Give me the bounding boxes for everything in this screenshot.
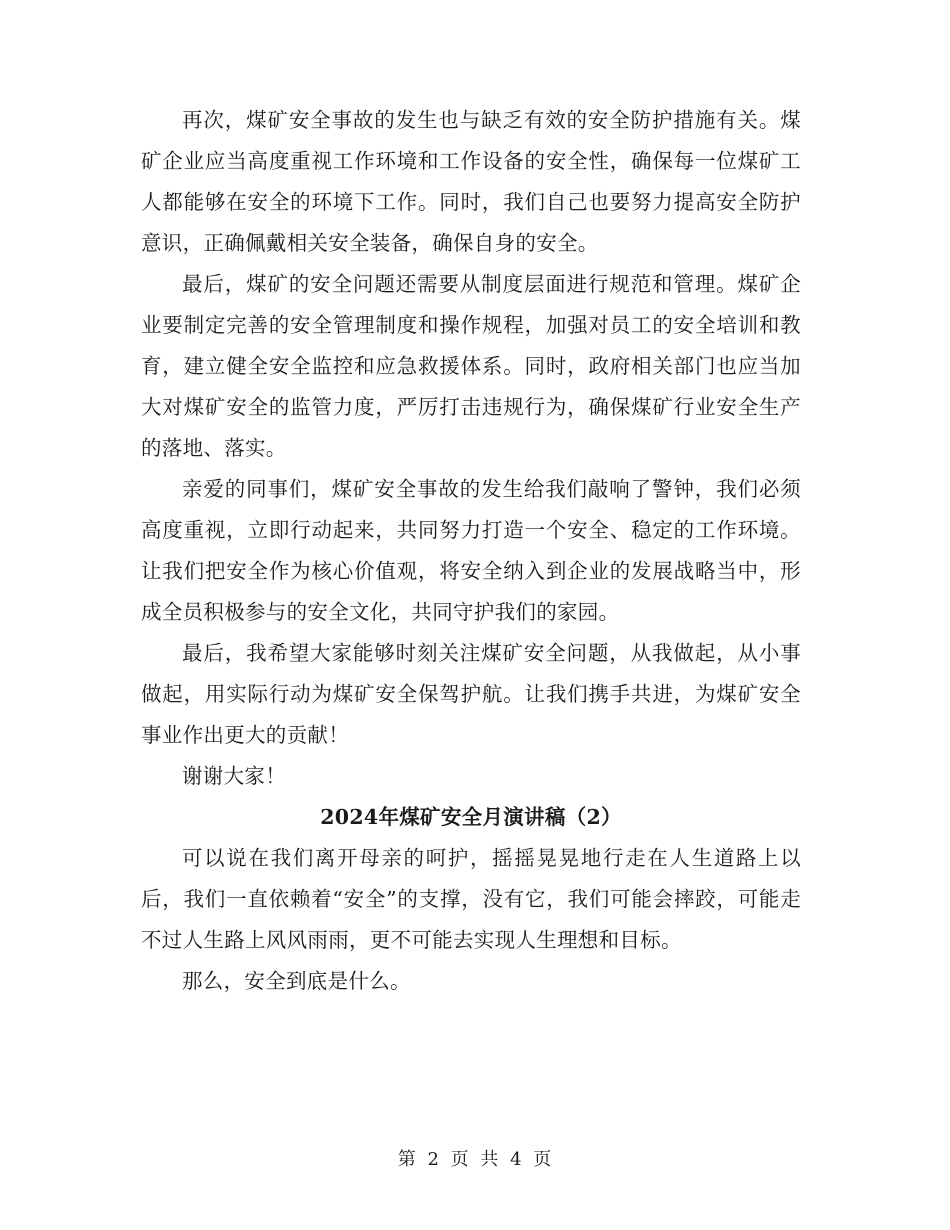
closing-line: 谢谢大家！ bbox=[182, 764, 286, 788]
paragraph: 再次，煤矿安全事故的发生也与缺乏有效的安全防护措施有关。煤矿企业应当高度重视工作环境和工作设备的安全性，确保每一位煤矿工人都能够在安全的环境下工作。同时，我们自己也要努力提高安全防护意识，正确佩戴相关安全装备，确保自身的安全。 bbox=[141, 108, 801, 255]
paragraph: 可以说在我们离开母亲的呵护，摇摇晃晃地行走在人生道路上以后，我们一直依赖着“安全”的支撑，没有它，我们可能会摔跤，可能走不过人生路上风风雨雨，更不可能去实现人生理想和目标。 bbox=[141, 846, 801, 952]
paragraph: 最后，煤矿的安全问题还需要从制度层面进行规范和管理。煤矿企业要制定完善的安全管理制度和操作规程，加强对员工的安全培训和教育，建立健全安全监控和应急救援体系。同时，政府相关部门也应当加大对煤矿安全的监管力度，严厉打击违规行为，确保煤矿行业安全生产的落地、落实。 bbox=[141, 272, 801, 460]
section-title: 2024年煤矿安全月演讲稿（2） bbox=[320, 805, 622, 829]
paragraph: 那么，安全到底是什么。 bbox=[182, 969, 411, 993]
paragraph: 亲爱的同事们，煤矿安全事故的发生给我们敲响了警钟，我们必须高度重视，立即行动起来，共同努力打造一个安全、稳定的工作环境。让我们把安全作为核心价值观，将安全纳入到企业的发展战略当中，形成全员积极参与的安全文化，共同守护我们的家园。 bbox=[141, 477, 801, 624]
paragraph: 最后，我希望大家能够时刻关注煤矿安全问题，从我做起，从小事做起，用实际行动为煤矿安全保驾护航。让我们携手共进，为煤矿安全事业作出更大的贡献！ bbox=[141, 641, 801, 747]
page-number-footer: 第 2 页 共 4 页 bbox=[397, 1149, 553, 1170]
document-body bbox=[141, 100, 801, 1002]
